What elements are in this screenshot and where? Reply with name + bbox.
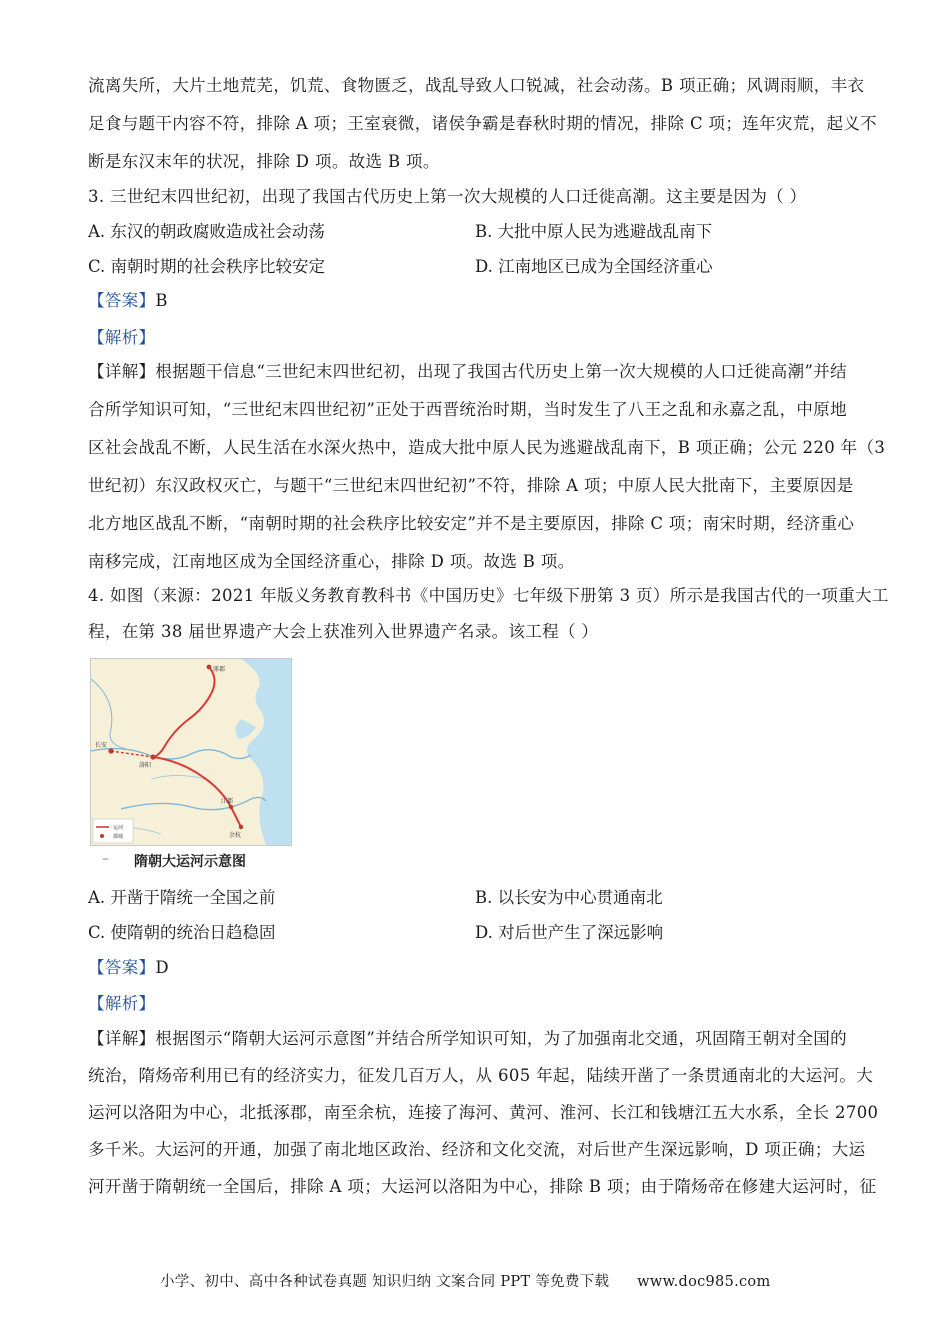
map-label-yuhang: 余杭 (229, 832, 242, 839)
analysis-tag: 【解析】 (88, 328, 156, 347)
question-4-stem: 程，在第 38 届世界遗产大会上获准列入世界遗产名录。该工程（ ） (88, 622, 599, 641)
question-3-stem: 3. 三世纪末四世纪初，出现了我国古代历史上第一次大规模的人口迁徙高潮。这主要是因为（ ） (88, 187, 807, 206)
map-caption: 隋朝大运河示意图 (134, 854, 246, 870)
q4-detail-line: 运河以洛阳为中心，北抵涿郡，南至余杭，连接了海河、黄河、淮河、长江和钱塘江五大水系，全长 2700 (88, 1103, 879, 1122)
q3-detail-line: 合所学知识可知，“三世纪末四世纪初”正处于西晋统治时期，当时发生了八王之乱和永嘉之乱，中原地 (88, 400, 847, 419)
answer-tag: 【答案】 (88, 291, 156, 310)
question-4-stem: 4. 如图（来源：2021 年版义务教育教科书《中国历史》七年级下册第 3 页）所示是我国古代的一项重大工 (88, 586, 889, 605)
q4-option-a: A. 开凿于隋统一全国之前 (88, 888, 276, 907)
q4-detail-line (88, 1029, 847, 1049)
q3-detail-line: 南移完成，江南地区成为全国经济重心，排除 D 项。故选 B 项。 (88, 552, 575, 571)
map-label-luoyang: 洛阳 (139, 762, 152, 769)
analysis-tag: 【解析】 (88, 994, 156, 1013)
q3-option-c: C. 南朝时期的社会秩序比较安定 (88, 257, 326, 276)
q3-detail-line: 北方地区战乱不断，“南朝时期的社会秩序比较安定”并不是主要原因，排除 C 项；南宋时期，经济重心 (88, 514, 855, 533)
q3-detail-line: 区社会战乱不断，人民生活在水深火热中，造成大批中原人民为逃避战乱南下，B 项正确；公元 220 年（3 (88, 438, 886, 457)
caption-dash: – (102, 851, 109, 867)
map-label-zhuojun: 涿郡 (213, 666, 226, 673)
text-line: 流离失所，大片土地荒芜，饥荒、食物匮乏，战乱导致人口锐减，社会动荡。B 项正确；风调雨顺，丰衣 (88, 76, 865, 95)
map-label-jiangdu: 江都 (221, 798, 234, 805)
text-line: 足食与题干内容不符，排除 A 项；王室衰微，诸侯争霸是春秋时期的情况，排除 C 项；连年灾荒，起义不 (88, 114, 878, 133)
page-footer (160, 1270, 771, 1291)
q4-analysis-tag (88, 994, 155, 1014)
detail-tag: 【详解】 (88, 362, 156, 381)
q4-option-c: C. 使隋朝的统治日趋稳固 (88, 923, 276, 942)
detail-text: 根据题干信息“三世纪末四世纪初，出现了我国古代历史上第一次大规模的人口迁徙高潮”并结 (155, 362, 847, 381)
q3-option-a: A. 东汉的朝政腐败造成社会动荡 (88, 222, 325, 241)
detail-tag: 【详解】 (88, 1029, 156, 1048)
map-legend-canal: 运河 (113, 825, 124, 831)
q4-option-b: B. 以长安为中心贯通南北 (475, 888, 663, 907)
map-label-changan: 长安 (95, 742, 108, 749)
q4-detail-line: 多千米。大运河的开通，加强了南北地区政治、经济和文化交流，对后世产生深远影响，D 项正确；大运 (88, 1140, 866, 1159)
footer-link[interactable]: www.doc985.com (637, 1274, 771, 1290)
q4-option-d: D. 对后世产生了深远影响 (475, 923, 664, 942)
map-legend-capital: 都城 (113, 834, 124, 840)
q4-answer (88, 958, 169, 978)
text-line: 断是东汉末年的状况，排除 D 项。故选 B 项。 (88, 152, 440, 171)
grand-canal-map (90, 658, 292, 846)
answer-tag: 【答案】 (88, 958, 156, 977)
q4-detail-line: 统治，隋炀帝利用已有的经济实力，征发几百万人，从 605 年起，陆续开凿了一条贯通南北的大运河。大 (88, 1066, 874, 1085)
q3-option-d: D. 江南地区已成为全国经济重心 (475, 257, 713, 276)
q4-detail-line: 河开凿于隋朝统一全国后，排除 A 项；大运河以洛阳为中心，排除 B 项；由于隋炀帝在修建大运河时，征 (88, 1177, 877, 1196)
q3-detail-line: 世纪初）东汉政权灭亡，与题干“三世纪末四世纪初”不符，排除 A 项；中原人民大批南下，主要原因是 (88, 476, 854, 495)
q3-detail-line (88, 362, 847, 382)
q3-analysis-tag (88, 328, 155, 348)
answer-value: D (155, 958, 169, 977)
q3-option-b: B. 大批中原人民为逃避战乱南下 (475, 222, 713, 241)
detail-text: 根据图示“隋朝大运河示意图”并结合所学知识可知，为了加强南北交通，巩固隋王朝对全国的 (155, 1029, 847, 1048)
q3-answer (88, 291, 168, 311)
map-image (91, 659, 291, 845)
answer-value: B (155, 291, 168, 310)
footer-text: 小学、初中、高中各种试卷真题 知识归纳 文案合同 PPT 等免费下载 (160, 1274, 610, 1290)
